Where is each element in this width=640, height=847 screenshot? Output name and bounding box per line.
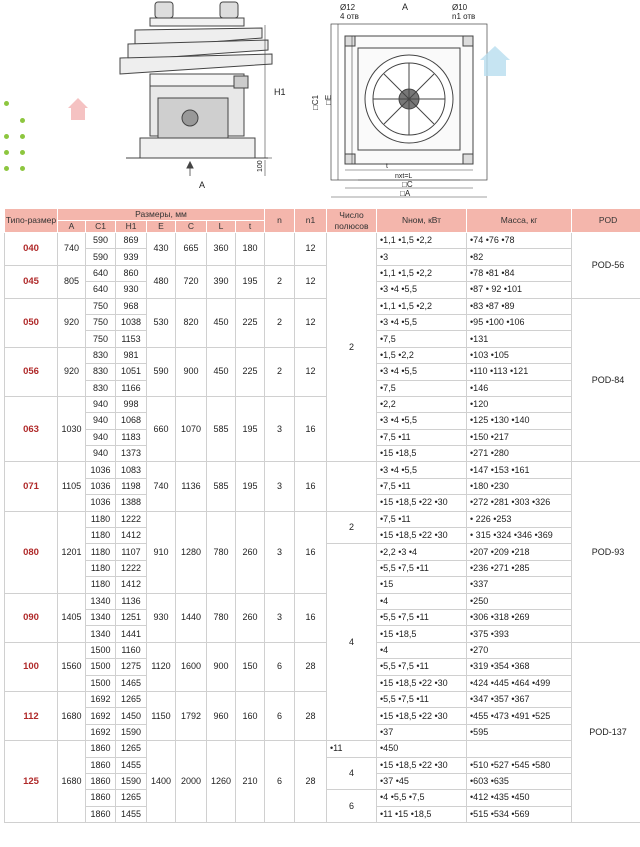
h1-cell: 939 <box>116 249 147 265</box>
c1-cell: 1180 <box>86 511 116 527</box>
label-c: □C <box>402 180 413 189</box>
h1-cell: 1153 <box>116 331 147 347</box>
mass-cell: • 226 •253 <box>467 511 572 527</box>
e-cell: 430 <box>147 233 176 266</box>
t-cell: 180 <box>236 233 265 266</box>
header-t: t <box>236 221 265 233</box>
a-cell: 920 <box>58 347 86 396</box>
pod-cell: POD-56 <box>572 233 640 299</box>
n-cell: 2 <box>265 265 295 298</box>
table-row <box>5 462 640 478</box>
header-size: Типо-размер <box>5 209 58 233</box>
header-n: n <box>265 209 295 233</box>
label-4-holes: 4 отв <box>340 12 359 21</box>
header-pod: POD <box>572 209 640 233</box>
power-cell: •15 •18,5 •22 •30 <box>377 528 467 544</box>
e-cell: 1400 <box>147 741 176 823</box>
poles-cell: 2 <box>327 233 377 462</box>
c1-cell: 1500 <box>86 675 116 691</box>
h1-cell: 1455 <box>116 757 147 773</box>
power-cell: •5,5 •7,5 •11 <box>377 609 467 625</box>
table-row <box>5 298 640 314</box>
power-cell: •15 •18,5 •22 •30 <box>377 708 467 724</box>
n-cell: 3 <box>265 462 295 511</box>
t-cell: 160 <box>236 691 265 740</box>
header-dims: Размеры, мм <box>58 209 265 221</box>
e-cell: 530 <box>147 298 176 347</box>
c-cell: 1792 <box>176 691 207 740</box>
c1-cell: 1692 <box>86 708 116 724</box>
c1-cell: 640 <box>86 265 116 281</box>
header-e: E <box>147 221 176 233</box>
label-c1: □C1 <box>311 94 320 110</box>
mass-cell: •110 •113 •121 <box>467 364 572 380</box>
c1-cell: 640 <box>86 282 116 298</box>
size-cell: 100 <box>5 642 58 691</box>
h1-cell: 860 <box>116 265 147 281</box>
h1-cell: 1198 <box>116 478 147 494</box>
mass-cell: •103 •105 <box>467 347 572 363</box>
pod-cell: POD-84 <box>572 298 640 462</box>
label-e: □E <box>324 94 333 105</box>
poles-cell: 6 <box>327 790 377 823</box>
power-cell: •3 •4 •5,5 <box>377 314 467 330</box>
c1-cell: 1692 <box>86 691 116 707</box>
power-cell: •5,5 •7,5 •11 <box>377 560 467 576</box>
mass-cell: •236 •271 •285 <box>467 560 572 576</box>
mass-cell: •146 <box>467 380 572 396</box>
mass-cell: •82 <box>467 249 572 265</box>
power-cell: •7,5 •11 <box>377 511 467 527</box>
h1-cell: 968 <box>116 298 147 314</box>
h1-cell: 1265 <box>116 691 147 707</box>
l-cell: 390 <box>207 265 236 298</box>
a-cell: 1560 <box>58 642 86 691</box>
n1-cell: 12 <box>295 233 327 266</box>
h1-cell: 1590 <box>116 773 147 789</box>
h1-cell: 1136 <box>116 593 147 609</box>
e-cell: 1150 <box>147 691 176 740</box>
n-cell: 6 <box>265 642 295 691</box>
n1-cell: 16 <box>295 462 327 511</box>
power-cell: •11 •15 •18,5 <box>377 806 467 822</box>
c1-cell: 1340 <box>86 609 116 625</box>
power-cell: •2,2 •3 •4 <box>377 544 467 560</box>
c1-cell: 1340 <box>86 593 116 609</box>
mass-cell: •95 •100 •106 <box>467 314 572 330</box>
c1-cell: 750 <box>86 331 116 347</box>
size-cell: 080 <box>5 511 58 593</box>
n-cell: 6 <box>265 691 295 740</box>
mass-cell: •131 <box>467 331 572 347</box>
mass-cell: •424 •445 •464 •499 <box>467 675 572 691</box>
poles-cell: 4 <box>327 544 377 741</box>
mass-cell: •74 •76 •78 <box>467 233 572 249</box>
c1-cell: 940 <box>86 413 116 429</box>
a-cell: 805 <box>58 265 86 298</box>
power-cell: •15 •18,5 •22 •30 <box>377 495 467 511</box>
h1-cell: 981 <box>116 347 147 363</box>
power-cell: •3 •4 •5,5 <box>377 282 467 298</box>
power-cell: •1,1 •1,5 •2,2 <box>377 298 467 314</box>
poles-cell: 2 <box>327 511 377 544</box>
h1-cell: 1465 <box>116 675 147 691</box>
header-power: Nном, кВт <box>377 209 467 233</box>
c-cell: 1440 <box>176 593 207 642</box>
c-cell: 1280 <box>176 511 207 593</box>
header-poles: Число полюсов <box>327 209 377 233</box>
l-cell: 1260 <box>207 741 236 823</box>
header-c1: C1 <box>86 221 116 233</box>
a-cell: 1201 <box>58 511 86 593</box>
power-cell: •15 •18,5 •22 •30 <box>377 757 467 773</box>
technical-drawing <box>0 0 640 205</box>
t-cell: 195 <box>236 265 265 298</box>
l-cell: 960 <box>207 691 236 740</box>
label-d12: Ø12 <box>340 3 356 12</box>
header-n1: n1 <box>295 209 327 233</box>
table-row <box>5 396 640 412</box>
mass-cell: •412 •435 •450 <box>467 790 572 806</box>
power-cell: •7,5 •11 <box>377 429 467 445</box>
l-cell: 585 <box>207 396 236 462</box>
size-cell: 063 <box>5 396 58 462</box>
mass-cell: •455 •473 •491 •525 <box>467 708 572 724</box>
h1-cell: 1265 <box>116 741 147 757</box>
c1-cell: 1692 <box>86 724 116 740</box>
table-row <box>5 347 640 363</box>
h1-cell: 1160 <box>116 642 147 658</box>
mass-cell: •78 •81 •84 <box>467 265 572 281</box>
t-cell: 195 <box>236 462 265 511</box>
n1-cell: 12 <box>295 265 327 298</box>
c-cell: 820 <box>176 298 207 347</box>
n-cell: 3 <box>265 511 295 593</box>
l-cell: 780 <box>207 511 236 593</box>
n-cell: 3 <box>265 593 295 642</box>
c1-cell: 1500 <box>86 659 116 675</box>
h1-cell: 1412 <box>116 528 147 544</box>
n-cell <box>265 233 295 266</box>
t-cell: 225 <box>236 347 265 396</box>
c1-cell: 1860 <box>86 806 116 822</box>
h1-cell: 1222 <box>116 560 147 576</box>
poles-cell: 4 <box>327 757 377 790</box>
power-cell: •1,5 •2,2 <box>377 347 467 363</box>
h1-cell: 1275 <box>116 659 147 675</box>
size-cell: 040 <box>5 233 58 266</box>
pod-cell: POD-137 <box>572 642 640 822</box>
mass-cell: •125 •130 •140 <box>467 413 572 429</box>
label-a-bottom: A <box>199 180 206 190</box>
c1-cell: 1036 <box>86 495 116 511</box>
power-cell: •37 <box>377 724 467 740</box>
mass-cell: •270 <box>467 642 572 658</box>
size-cell: 090 <box>5 593 58 642</box>
a-cell: 1405 <box>58 593 86 642</box>
h1-cell: 1265 <box>116 790 147 806</box>
h1-cell: 930 <box>116 282 147 298</box>
power-cell: •15 •18,5 •22 •30 <box>377 675 467 691</box>
power-cell: •4 <box>377 593 467 609</box>
mass-cell: •450 <box>377 741 467 757</box>
mass-cell: • 315 •324 •346 •369 <box>467 528 572 544</box>
c1-cell: 750 <box>86 298 116 314</box>
e-cell: 1120 <box>147 642 176 691</box>
c1-cell: 590 <box>86 249 116 265</box>
t-cell: 225 <box>236 298 265 347</box>
h1-cell: 1222 <box>116 511 147 527</box>
c1-cell: 1180 <box>86 577 116 593</box>
header-h1: H1 <box>116 221 147 233</box>
c1-cell: 1036 <box>86 462 116 478</box>
table-row <box>5 691 640 707</box>
size-cell: 056 <box>5 347 58 396</box>
c1-cell: 830 <box>86 364 116 380</box>
e-cell: 910 <box>147 511 176 593</box>
c-cell: 665 <box>176 233 207 266</box>
mass-cell: •120 <box>467 396 572 412</box>
c1-cell: 1180 <box>86 560 116 576</box>
h1-cell: 1251 <box>116 609 147 625</box>
c1-cell: 940 <box>86 396 116 412</box>
h1-cell: 1388 <box>116 495 147 511</box>
mass-cell: •272 •281 •303 •326 <box>467 495 572 511</box>
h1-cell: 1166 <box>116 380 147 396</box>
a-cell: 920 <box>58 298 86 347</box>
c1-cell: 830 <box>86 347 116 363</box>
l-cell: 900 <box>207 642 236 691</box>
e-cell: 480 <box>147 265 176 298</box>
table-row <box>5 642 640 658</box>
mass-cell: •150 •217 <box>467 429 572 445</box>
c1-cell: 940 <box>86 446 116 462</box>
c1-cell: 1500 <box>86 642 116 658</box>
e-cell: 590 <box>147 347 176 396</box>
mass-cell: •180 •230 <box>467 478 572 494</box>
header-mass: Масса, кг <box>467 209 572 233</box>
mass-cell: •515 •534 •569 <box>467 806 572 822</box>
power-cell: •3 •4 •5,5 <box>377 364 467 380</box>
l-cell: 450 <box>207 347 236 396</box>
h1-cell: 1051 <box>116 364 147 380</box>
table-row <box>5 265 640 281</box>
a-cell: 1680 <box>58 691 86 740</box>
n-cell: 2 <box>265 347 295 396</box>
l-cell: 450 <box>207 298 236 347</box>
n-cell: 2 <box>265 298 295 347</box>
n1-cell: 28 <box>295 642 327 691</box>
a-cell: 1030 <box>58 396 86 462</box>
c1-cell: 830 <box>86 380 116 396</box>
c1-cell: 1036 <box>86 478 116 494</box>
table-row <box>5 741 640 757</box>
house-watermark-icon <box>480 46 510 76</box>
table-row <box>5 593 640 609</box>
pod-cell: POD-93 <box>572 462 640 642</box>
c1-cell: 1860 <box>86 757 116 773</box>
c1-cell: 590 <box>86 233 116 249</box>
size-cell: 045 <box>5 265 58 298</box>
mass-cell: •603 •635 <box>467 773 572 789</box>
power-cell: •37 •45 <box>377 773 467 789</box>
h1-cell: 1450 <box>116 708 147 724</box>
house-watermark-icon <box>68 98 88 120</box>
mass-cell: •147 •153 •161 <box>467 462 572 478</box>
label-t: t <box>386 163 388 170</box>
h1-cell: 1590 <box>116 724 147 740</box>
h1-cell: 1068 <box>116 413 147 429</box>
mass-cell: •306 •318 •269 <box>467 609 572 625</box>
l-cell: 360 <box>207 233 236 266</box>
power-cell: •7,5 •11 <box>377 478 467 494</box>
c1-cell: 1860 <box>86 773 116 789</box>
h1-cell: 1183 <box>116 429 147 445</box>
c-cell: 900 <box>176 347 207 396</box>
e-cell: 930 <box>147 593 176 642</box>
power-cell: •4 •5,5 •7,5 <box>377 790 467 806</box>
label-d10: Ø10 <box>452 3 468 12</box>
power-cell: •1,1 •1,5 •2,2 <box>377 233 467 249</box>
label-a: □A <box>400 189 411 198</box>
power-cell: •7,5 <box>377 380 467 396</box>
mass-cell: •250 <box>467 593 572 609</box>
a-cell: 1105 <box>58 462 86 511</box>
label-a-top: A <box>402 2 409 12</box>
h1-cell: 1412 <box>116 577 147 593</box>
header-c: C <box>176 221 207 233</box>
mass-cell: •337 <box>467 577 572 593</box>
h1-cell: 1441 <box>116 626 147 642</box>
size-cell: 125 <box>5 741 58 823</box>
size-cell: 050 <box>5 298 58 347</box>
table-row <box>5 511 640 527</box>
spec-table <box>4 208 640 823</box>
power-cell: •4 <box>377 642 467 658</box>
power-cell: •1,1 •1,5 •2,2 <box>377 265 467 281</box>
h1-cell: 869 <box>116 233 147 249</box>
e-cell: 740 <box>147 462 176 511</box>
h1-cell: 1038 <box>116 314 147 330</box>
n1-cell: 16 <box>295 396 327 462</box>
power-cell: •15 •18,5 <box>377 626 467 642</box>
n1-cell: 16 <box>295 593 327 642</box>
n-cell: 3 <box>265 396 295 462</box>
h1-cell: 1455 <box>116 806 147 822</box>
c-cell: 2000 <box>176 741 207 823</box>
power-cell: •15 <box>377 577 467 593</box>
h1-cell: 1373 <box>116 446 147 462</box>
mass-cell: •347 •357 •367 <box>467 691 572 707</box>
mass-cell: •319 •354 •368 <box>467 659 572 675</box>
h1-cell: 1107 <box>116 544 147 560</box>
label-100: 100 <box>257 160 264 172</box>
l-cell: 585 <box>207 462 236 511</box>
n1-cell: 28 <box>295 691 327 740</box>
c1-cell: 1340 <box>86 626 116 642</box>
power-cell: •3 •4 •5,5 <box>377 462 467 478</box>
mass-cell: •271 •280 <box>467 446 572 462</box>
power-cell: •3 •4 •5,5 <box>377 413 467 429</box>
table-row <box>5 233 640 249</box>
power-cell: •7,5 <box>377 331 467 347</box>
h1-cell: 1083 <box>116 462 147 478</box>
e-cell: 660 <box>147 396 176 462</box>
size-cell: 071 <box>5 462 58 511</box>
t-cell: 150 <box>236 642 265 691</box>
mass-cell: •595 <box>467 724 572 740</box>
c1-cell: 1180 <box>86 528 116 544</box>
power-cell: •11 <box>327 741 377 757</box>
c1-cell: 1180 <box>86 544 116 560</box>
n1-cell: 16 <box>295 511 327 593</box>
fan-drawing-svg <box>0 0 640 205</box>
size-cell: 112 <box>5 691 58 740</box>
n1-cell: 12 <box>295 347 327 396</box>
h1-cell: 998 <box>116 396 147 412</box>
a-cell: 1680 <box>58 741 86 823</box>
header-a: A <box>58 221 86 233</box>
front-view <box>331 24 487 197</box>
c1-cell: 750 <box>86 314 116 330</box>
a-cell: 740 <box>58 233 86 266</box>
mass-cell: •207 •209 •218 <box>467 544 572 560</box>
power-cell: •5,5 •7,5 •11 <box>377 659 467 675</box>
l-cell: 780 <box>207 593 236 642</box>
power-cell: •3 <box>377 249 467 265</box>
c1-cell: 1860 <box>86 741 116 757</box>
poles-cell <box>327 462 377 511</box>
n1-cell: 28 <box>295 741 327 823</box>
c1-cell: 940 <box>86 429 116 445</box>
c1-cell: 1860 <box>86 790 116 806</box>
power-cell: •15 •18,5 <box>377 446 467 462</box>
c-cell: 1136 <box>176 462 207 511</box>
power-cell: •5,5 •7,5 •11 <box>377 691 467 707</box>
label-h1: H1 <box>274 87 286 97</box>
label-nt: nxt=L <box>395 173 413 180</box>
t-cell: 195 <box>236 396 265 462</box>
power-cell: •2,2 <box>377 396 467 412</box>
t-cell: 260 <box>236 511 265 593</box>
n-cell: 6 <box>265 741 295 823</box>
header-l: L <box>207 221 236 233</box>
mass-cell: •83 •87 •89 <box>467 298 572 314</box>
label-n1-holes: n1 отв <box>452 12 476 21</box>
side-view <box>120 2 272 176</box>
mass-cell: •375 •393 <box>467 626 572 642</box>
n1-cell: 12 <box>295 298 327 347</box>
c-cell: 1070 <box>176 396 207 462</box>
t-cell: 260 <box>236 593 265 642</box>
mass-cell: •87 • 92 •101 <box>467 282 572 298</box>
c-cell: 720 <box>176 265 207 298</box>
mass-cell: •510 •527 •545 •580 <box>467 757 572 773</box>
c-cell: 1600 <box>176 642 207 691</box>
t-cell: 210 <box>236 741 265 823</box>
